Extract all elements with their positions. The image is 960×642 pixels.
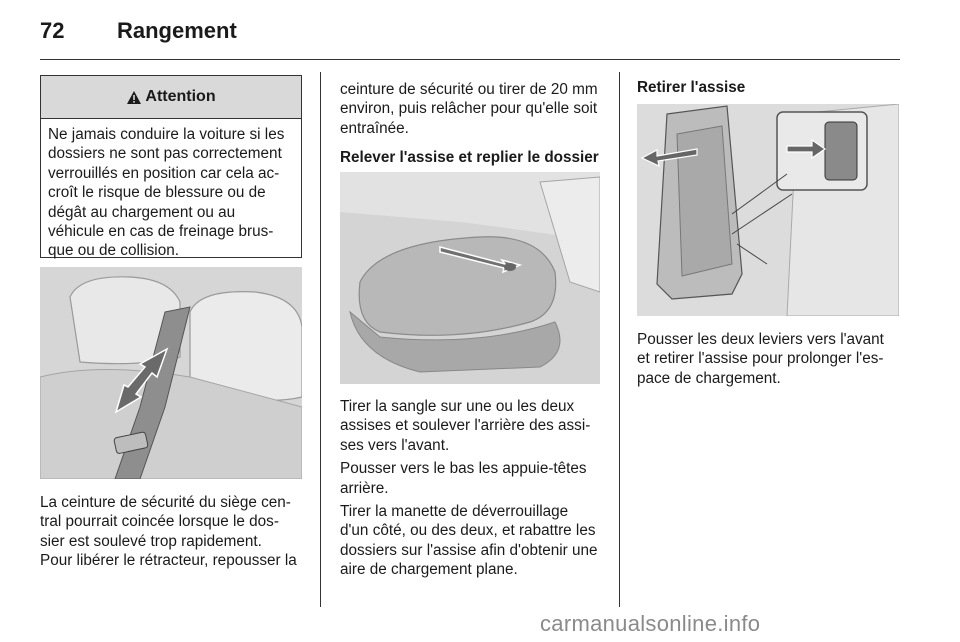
header-rule	[40, 59, 900, 60]
body-line: d'un côté, ou des deux, et rabattre les	[340, 522, 596, 540]
body-line: Pour libérer le rétracteur, repousser la	[40, 552, 297, 570]
warning-line: croît le risque de blessure ou de	[48, 184, 266, 202]
body-line: environ, puis relâcher pour qu'elle soit	[340, 100, 598, 118]
body-line: arrière.	[340, 479, 389, 497]
body-line: ses vers l'avant.	[340, 436, 450, 454]
warning-line: dégât au chargement ou au	[48, 203, 236, 221]
body-line: Pousser vers le bas les appuie-têtes	[340, 460, 587, 478]
column-divider-1	[320, 72, 321, 607]
body-line: dossiers sur l'assise afin d'obtenir une	[340, 541, 598, 559]
body-line: pace de chargement.	[637, 369, 781, 387]
column-1-text	[40, 493, 310, 571]
warning-line: que ou de collision.	[48, 242, 179, 260]
warning-header	[41, 76, 301, 119]
body-line: ceinture de sécurité ou tirer de 20 mm	[340, 81, 598, 98]
paragraph-headrests	[340, 459, 615, 498]
body-line: Pousser les deux leviers vers l'avant	[637, 331, 884, 348]
paragraph-pull-strap	[340, 397, 615, 455]
warning-line: verrouillés en position car cela ac-	[48, 164, 280, 182]
body-line: Tirer la sangle sur une ou les deux	[340, 398, 575, 415]
body-line: assises et soulever l'arrière des assi-	[340, 417, 591, 435]
body-line: et retirer l'assise pour prolonger l'es-	[637, 350, 884, 368]
watermark: carmanualsonline.info	[540, 611, 761, 636]
warning-triangle-icon	[126, 90, 142, 105]
page-title: Rangement	[117, 18, 237, 43]
body-line: La ceinture de sécurité du siège cen-	[40, 494, 291, 511]
section-heading-remove-seat: Retirer l'assise	[637, 79, 746, 96]
warning-text	[41, 119, 301, 261]
warning-line: dossiers ne sont pas correctement	[48, 145, 282, 163]
warning-box	[40, 75, 302, 258]
paragraph-fold-backrest	[340, 502, 615, 580]
column-2-body	[340, 397, 615, 584]
column-divider-2	[619, 72, 620, 607]
seatbelt-illustration	[40, 267, 302, 479]
body-line: entraînée.	[340, 119, 409, 137]
body-line: Tirer la manette de déverrouillage	[340, 503, 569, 521]
section-heading-raise-seat: Relever l'assise et replier le dossier	[340, 149, 599, 166]
warning-title: Attention	[145, 88, 216, 105]
warning-line: véhicule en cas de freinage brus-	[48, 223, 274, 241]
page-number: 72	[40, 18, 65, 43]
seat-cushion-illustration	[340, 172, 600, 384]
remove-seat-illustration	[637, 104, 899, 316]
column-2-intro	[340, 80, 615, 138]
body-line: tral pourrait coincée lorsque le dos-	[40, 513, 279, 531]
body-line: sier est soulevé trop rapidement.	[40, 532, 262, 550]
warning-line: Ne jamais conduire la voiture si les	[48, 126, 285, 143]
body-line: aire de chargement plane.	[340, 561, 518, 579]
column-3-text	[637, 330, 907, 388]
